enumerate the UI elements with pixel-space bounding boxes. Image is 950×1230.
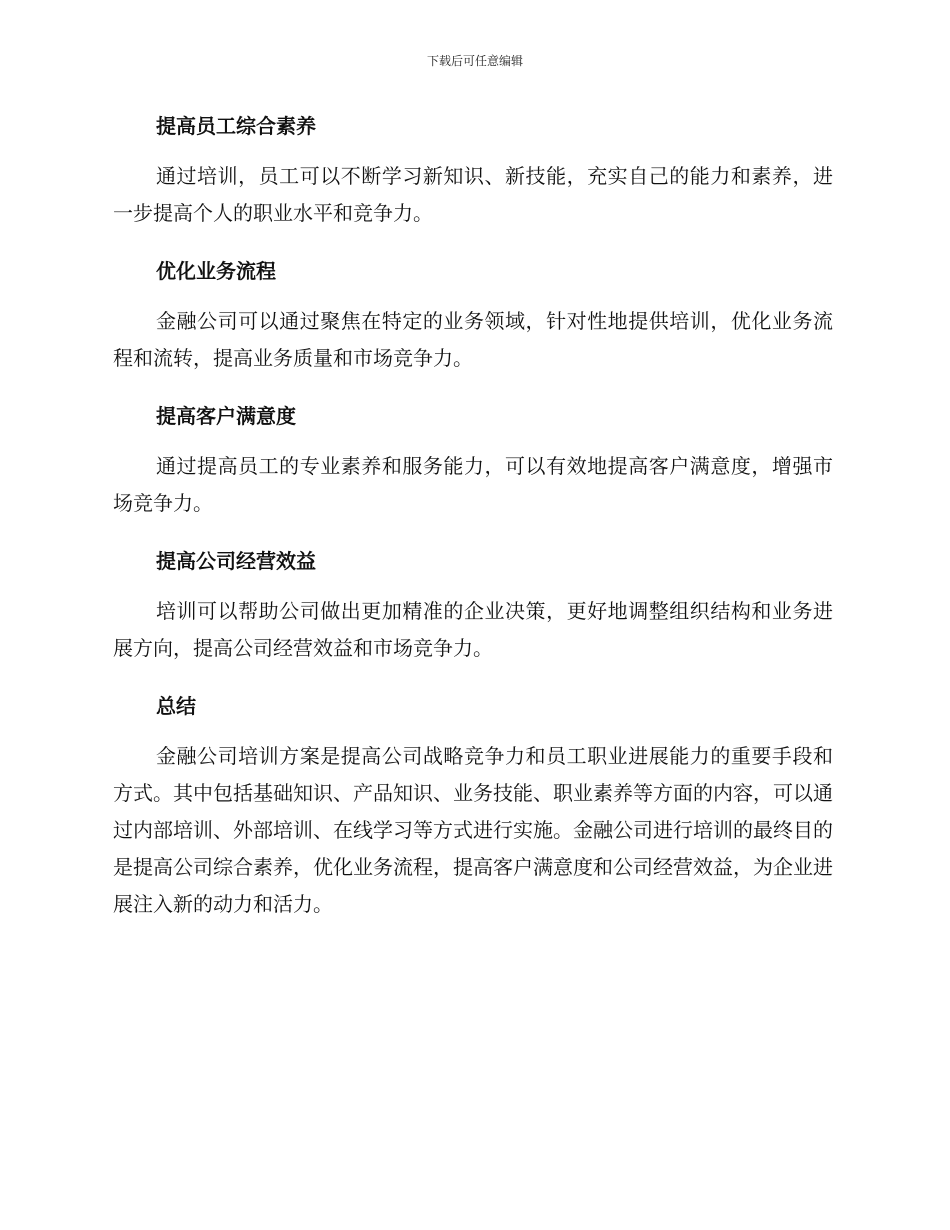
section-paragraph: 金融公司可以通过聚焦在特定的业务领域，针对性地提供培训，优化业务流程和流转，提高业务质量和市场竞争力。 <box>113 309 833 370</box>
section-paragraph: 金融公司培训方案是提高公司战略竞争力和员工职业进展能力的重要手段和方式。其中包括基础知识、产品知识、业务技能、职业素养等方面的内容，可以通过内部培训、外部培训、在线学习等方式进行实施。金融公司进行培训的最终目的是提高公司综合素养，优化业务流程，提高客户满意度和公司经营效益，为企业进展注入新的动力和活力。 <box>113 744 833 916</box>
section-heading: 提高员工综合素养 <box>156 114 316 138</box>
section-paragraph: 通过培训，员工可以不断学习新知识、新技能，充实自己的能力和素养，进一步提高个人的职业水平和竞争力。 <box>113 164 833 225</box>
section-heading: 提高客户满意度 <box>156 404 296 428</box>
section-paragraph: 通过提高员工的专业素养和服务能力，可以有效地提高客户满意度，增强市场竞争力。 <box>113 454 833 515</box>
section-company-efficiency <box>113 543 833 667</box>
section-heading: 优化业务流程 <box>156 259 276 283</box>
section-summary <box>113 688 833 923</box>
section-heading: 总结 <box>156 694 196 718</box>
section-optimize-business-process <box>113 253 833 377</box>
page-header: 下载后可任意编辑 <box>426 54 523 68</box>
section-paragraph: 培训可以帮助公司做出更加精准的企业决策，更好地调整组织结构和业务进展方向，提高公司经营效益和市场竞争力。 <box>113 599 833 660</box>
section-customer-satisfaction <box>113 398 833 522</box>
section-improve-employee-quality <box>113 108 833 232</box>
document-body <box>113 108 833 944</box>
section-heading: 提高公司经营效益 <box>156 549 316 573</box>
